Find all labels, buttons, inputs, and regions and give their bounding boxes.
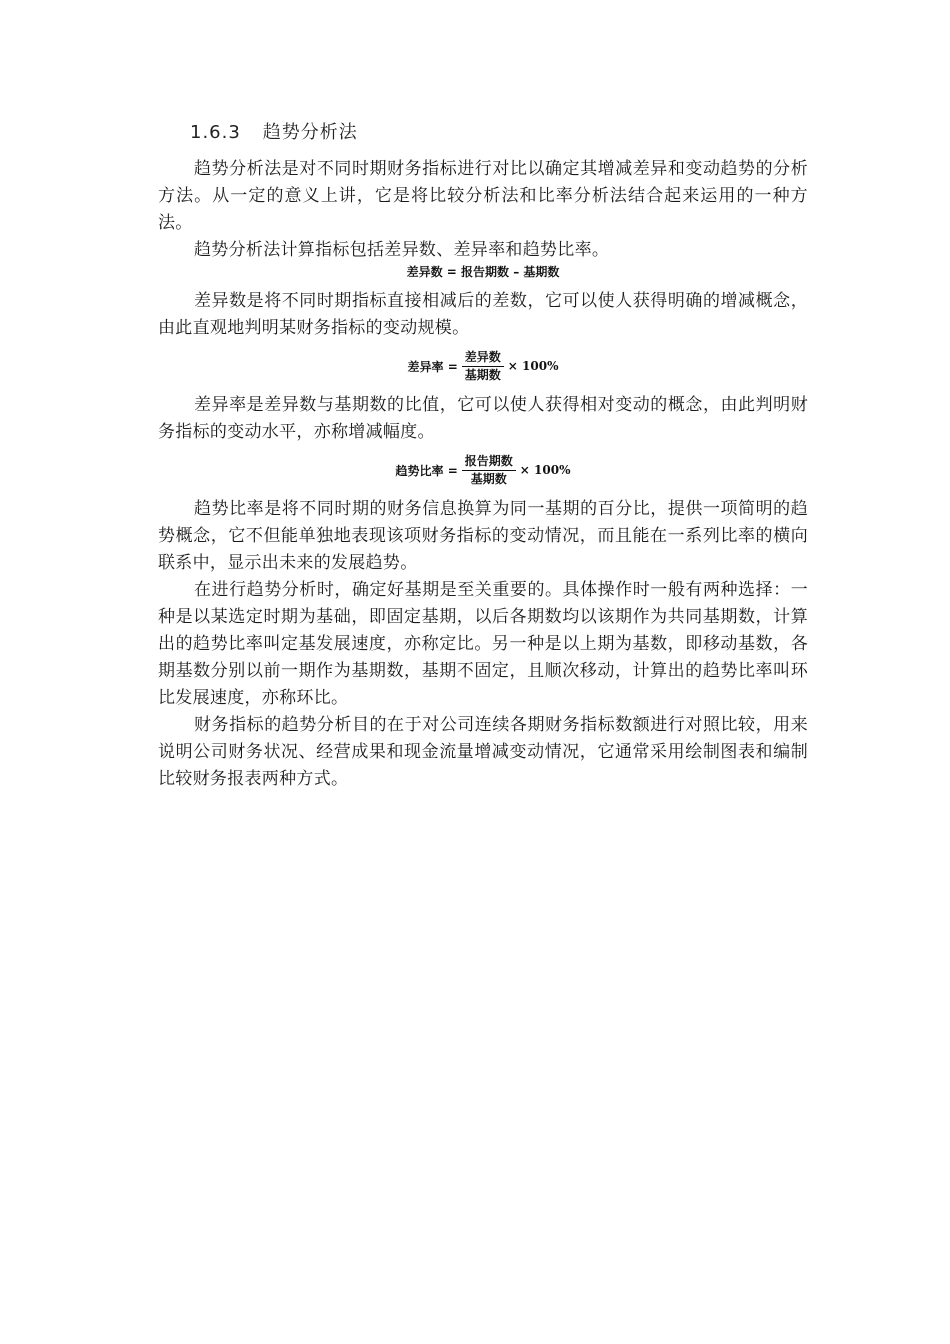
formula-lhs: 趋势比率 = <box>395 463 458 478</box>
formula-lhs: 差异率 = <box>407 359 458 374</box>
formula-factor: × 100% <box>519 463 571 477</box>
body-text <box>158 156 808 793</box>
formula-factor: × 100% <box>507 359 559 373</box>
paragraph: 差异数是将不同时期指标直接相减后的差数，它可以使人获得明确的增减概念，由此直观地判明某财务指标的变动规模。 <box>158 291 808 338</box>
paragraph: 财务指标的趋势分析目的在于对公司连续各期财务指标数额进行对照比较，用来说明公司财务状况、经营成果和现金流量增减变动情况，它通常采用绘制图表和编制比较财务报表两种方式。 <box>158 715 808 789</box>
fraction-denominator: 基期数 <box>470 471 507 486</box>
fraction-numerator: 差异数 <box>462 350 504 367</box>
formula-difference: 差异数 = 报告期数 – 基期数 <box>406 265 560 279</box>
formula-difference-rate <box>158 344 808 388</box>
section-title: 趋势分析法 <box>262 122 358 143</box>
fraction-denominator: 基期数 <box>464 367 501 382</box>
fraction-numerator: 报告期数 <box>462 454 516 471</box>
section-number: 1.6.3 <box>190 122 241 143</box>
fraction <box>462 454 516 487</box>
paragraph: 趋势比率是将不同时期的财务信息换算为同一基期的百分比，提供一项简明的趋势概念，它不但能单独地表现该项财务指标的变动情况，而且能在一系列比率的横向联系中，显示出未来的发展趋势。 <box>158 499 808 573</box>
paragraph: 趋势分析法计算指标包括差异数、差异率和趋势比率。 <box>194 240 610 260</box>
paragraph: 在进行趋势分析时，确定好基期是至关重要的。具体操作时一般有两种选择：一种是以某选定时期为基础，即固定基期，以后各期数均以该期作为共同基期数，计算出的趋势比率叫定基发展速度，亦称定比。另一种是以上期为基数，即移动基数，各期基数分别以前一期作为基期数，基期不固定，且顺次移动，计算出的趋势比率叫环比发展速度，亦称环比。 <box>158 580 808 708</box>
formula-trend-ratio <box>158 448 808 492</box>
fraction <box>462 350 504 383</box>
paragraph: 差异率是差异数与基期数的比值，它可以使人获得相对变动的概念，由此判明财务指标的变动水平，亦称增减幅度。 <box>158 395 808 442</box>
section-heading <box>190 118 358 144</box>
paragraph: 趋势分析法是对不同时期财务指标进行对比以确定其增减差异和变动趋势的分析方法。从一定的意义上讲，它是将比较分析法和比率分析法结合起来运用的一种方法。 <box>158 159 808 233</box>
